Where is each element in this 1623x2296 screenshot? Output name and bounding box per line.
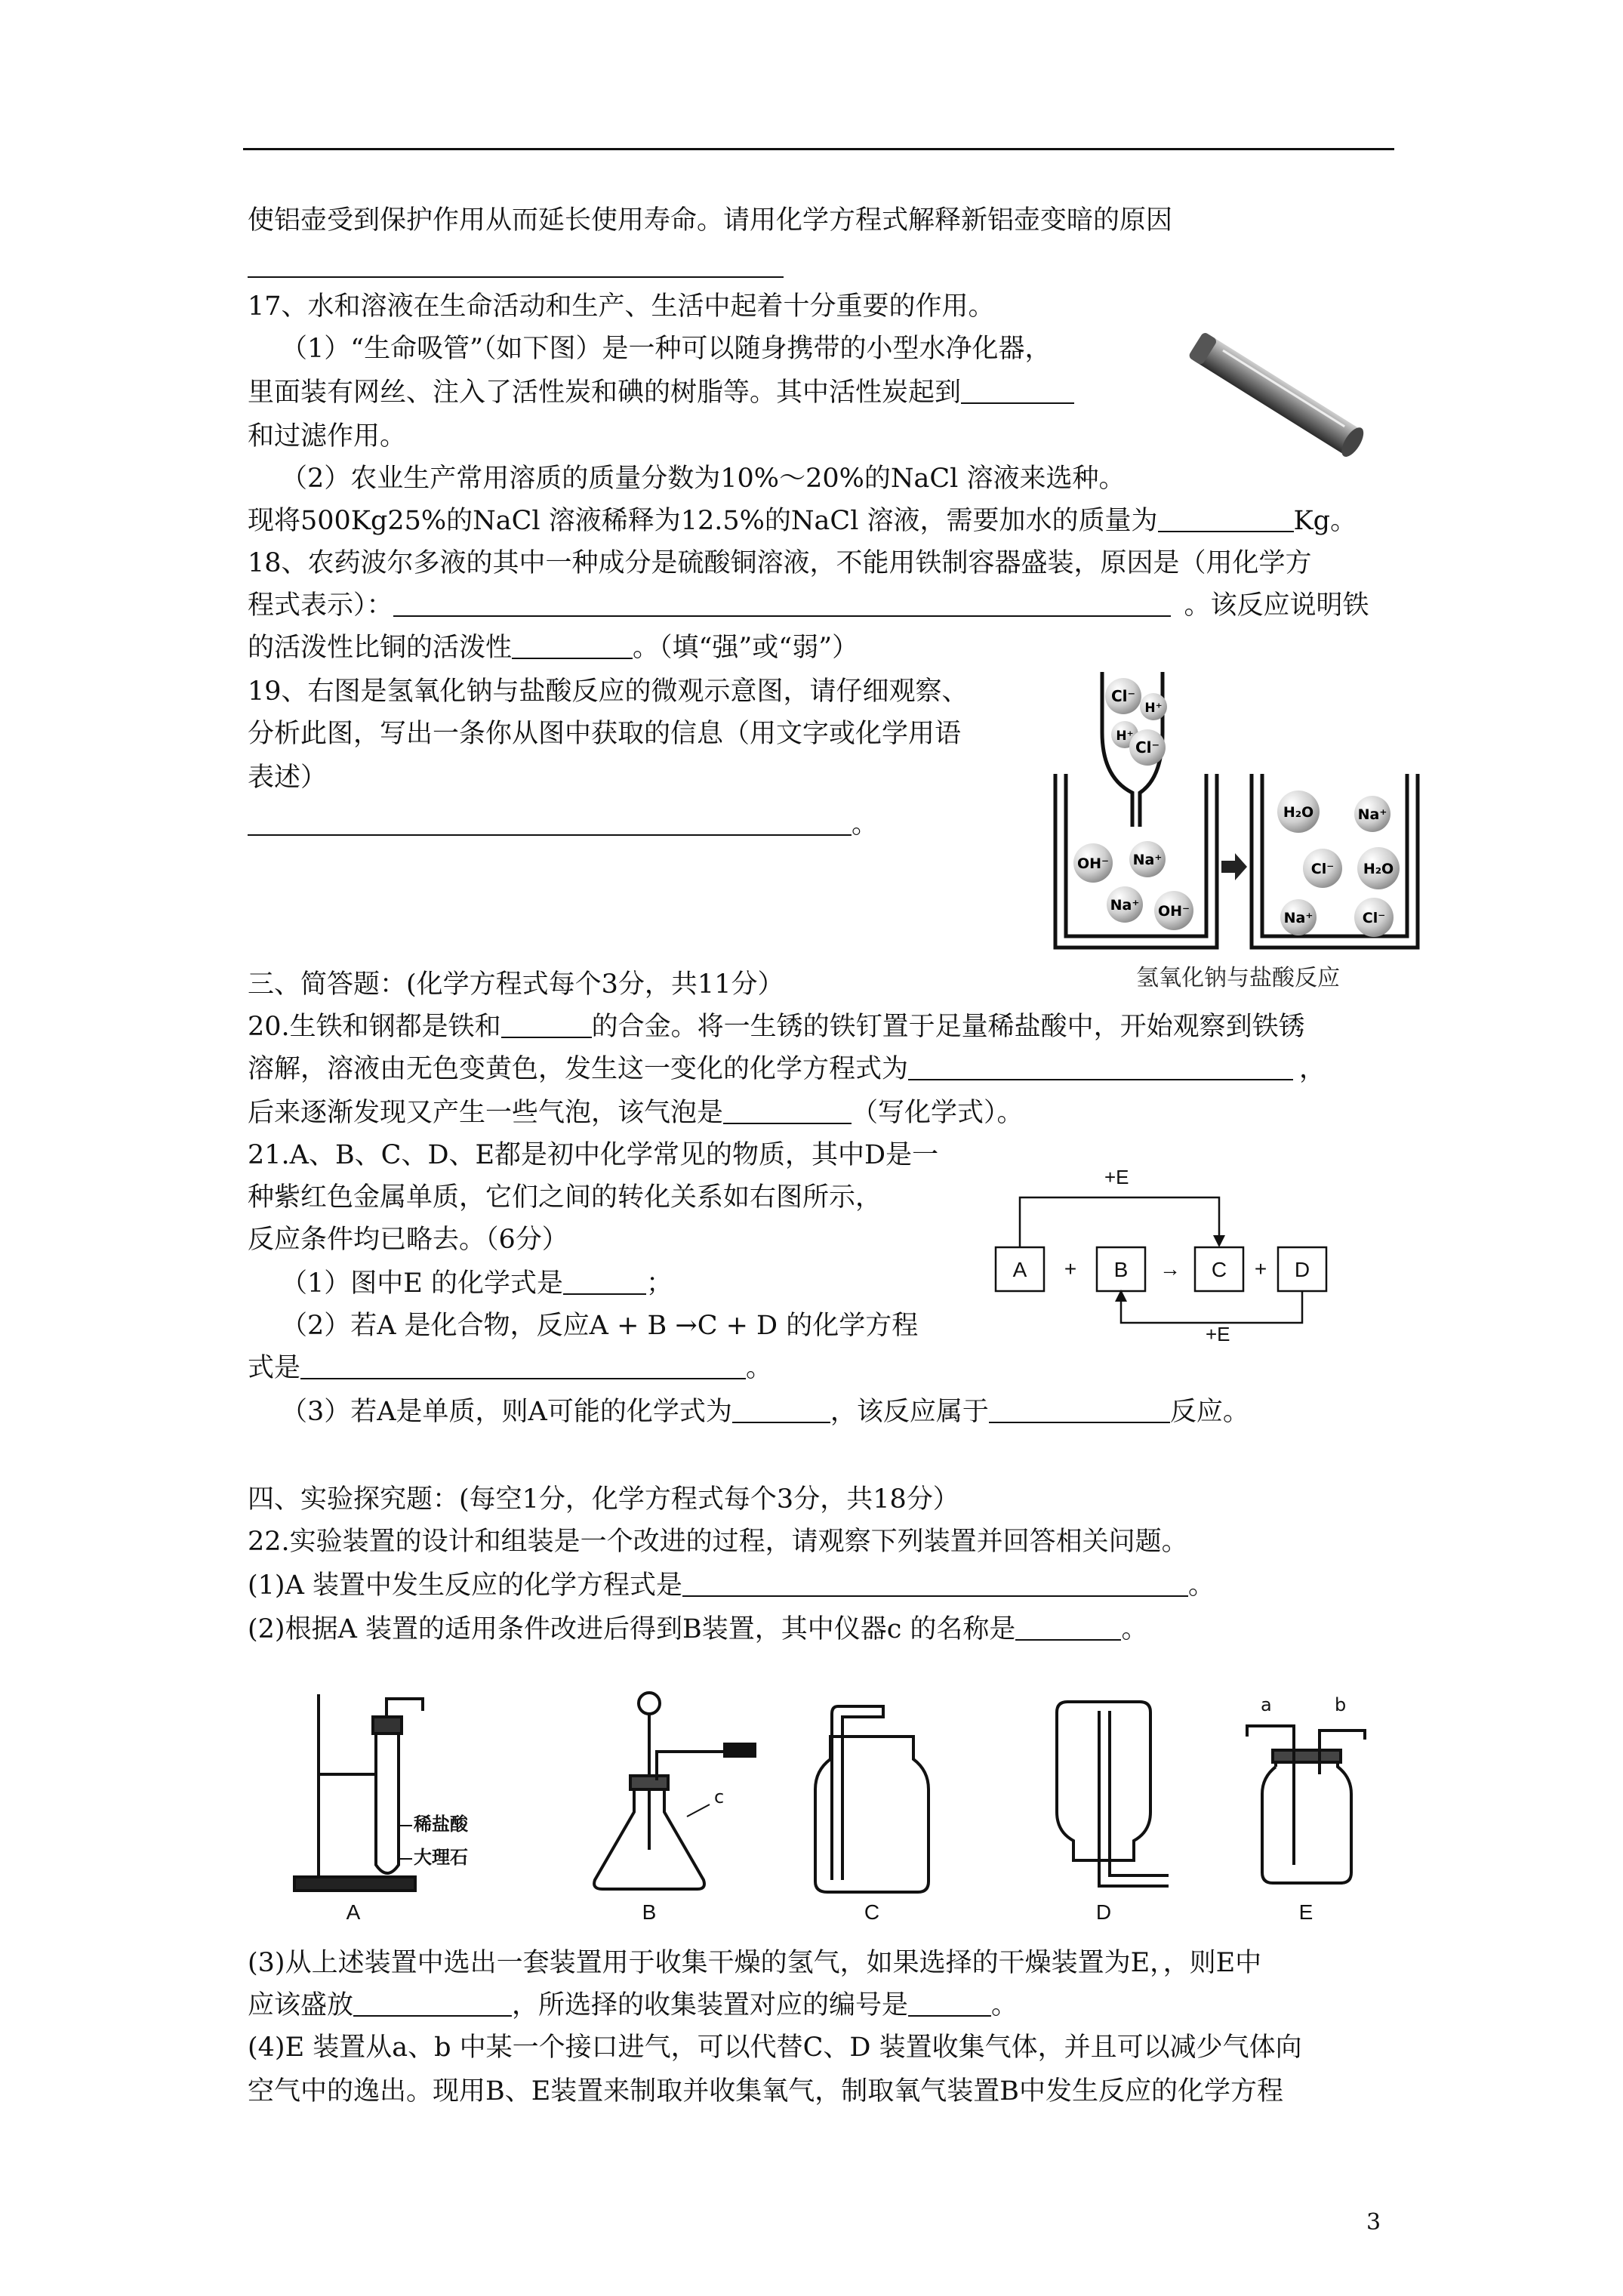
q17-blank-1[interactable]	[961, 380, 1074, 404]
q22-p2-end: 。	[1121, 1614, 1148, 1644]
q22-p4-line2: 空气中的逸出。现用B、E装置来制取并收集氧气，制取氧气装置B中发生反应的化学方程	[248, 2076, 1283, 2106]
q19-blank[interactable]	[248, 812, 852, 836]
box-c: C	[1211, 1258, 1227, 1281]
q17-p1-line1: （1）“生命吸管”（如下图）是一种可以随身携带的小型水净化器，	[281, 334, 1052, 364]
right-ion-3: Na⁺	[1283, 910, 1313, 926]
q20-blank-gas[interactable]	[723, 1100, 852, 1124]
apparatus-label-c: C	[864, 1900, 880, 1924]
q20-blank-equation[interactable]	[908, 1056, 1293, 1080]
section-3-heading: 三、简答题：(化学方程式每个3分，共11分）	[248, 969, 784, 1000]
q19-answer	[248, 809, 878, 840]
q20-line3	[248, 1098, 1024, 1128]
page-number: 3	[1366, 2209, 1381, 2236]
q22-p3-end: 。	[991, 1990, 1018, 2020]
q17-p1-line3: 和过滤作用。	[248, 421, 407, 451]
funnel-ion-1: Cl⁻	[1110, 687, 1136, 705]
q20-line1-rest: 的合金。将一生锈的铁钉置于足量稀盐酸中，开始观察到铁锈	[591, 1012, 1305, 1042]
q21-blank-equation[interactable]	[300, 1355, 746, 1379]
arrow-bc: →	[1160, 1257, 1181, 1281]
q22-p3-line1: (3)从上述装置中选出一套装置用于收集干燥的氢气，如果选择的干燥装置为E，，则E中	[248, 1948, 1262, 1978]
q21-p3-end: 反应。	[1169, 1397, 1249, 1427]
q17-p2-line1: （2）农业生产常用溶质的质量分数为10%～20%的NaCl 溶液来选种。	[281, 464, 1126, 494]
q21-line1: 21.A、B、C、D、E都是初中化学常见的物质，其中D是一	[248, 1140, 939, 1170]
apparatus-label-e: E	[1298, 1900, 1313, 1924]
q17-p1-line2	[248, 378, 1074, 408]
q22-p3-mid: ，所选择的收集装置对应的编号是	[512, 1990, 909, 2020]
q22-p2-text: (2)根据A 装置的适用条件改进后得到B装置，其中仪器c 的名称是	[248, 1614, 1016, 1644]
transformation-diagram	[993, 1166, 1347, 1354]
q20-line2-end: ，	[1299, 1054, 1326, 1084]
q18-line3-text: 的活泼性比铜的活泼性	[248, 633, 513, 663]
box-a: A	[1012, 1258, 1027, 1281]
c-label: c	[714, 1786, 725, 1808]
q18-line3	[248, 633, 858, 663]
q21-p2: （2）若A 是化合物，反应A + B →C + D 的化学方程	[281, 1311, 919, 1341]
q18-line2-end: 。该反应说明铁	[1184, 590, 1369, 621]
q22-blank-desiccant[interactable]	[353, 1992, 512, 2017]
q20-line1	[248, 1012, 1305, 1042]
left-ion-2: Na⁺	[1132, 852, 1163, 868]
right-mol-2: H₂O	[1363, 861, 1394, 877]
q21-blank-type[interactable]	[989, 1399, 1170, 1423]
q22-p1-text: (1)A 装置中发生反应的化学方程式是	[248, 1570, 682, 1601]
box-b: B	[1113, 1258, 1129, 1281]
q16-tail: 使铝壶受到保护作用从而延长使用寿命。请用化学方程式解释新铝壶变暗的原因	[248, 205, 1173, 236]
q22-blank-collector[interactable]	[908, 1992, 991, 2017]
plus-2: +	[1254, 1257, 1267, 1281]
q20-line2	[248, 1054, 1326, 1084]
q22-p3-text: 应该盛放	[248, 1990, 354, 2020]
q22-blank-instrument[interactable]	[1015, 1616, 1121, 1641]
q18-line1: 18、农药波尔多液的其中一种成分是硫酸铜溶液，不能用铁制容器盛装，原因是（用化学方	[248, 548, 1312, 578]
q21-p1-end: ；	[645, 1268, 673, 1299]
right-ion-2: Cl⁻	[1310, 861, 1335, 877]
q21-p3-mid: ，该反应属于	[830, 1397, 989, 1427]
q20-line3-text: 后来逐渐发现又产生一些气泡，该气泡是	[248, 1098, 724, 1128]
q22-p4-line1: (4)E 装置从a、b 中某一个接口进气，可以代替C、D 装置收集气体，并且可以减少气体向	[248, 2032, 1302, 2063]
q17-p2-text: 现将500Kg25%的NaCl 溶液稀释为12.5%的NaCl 溶液，需要加水的质量为	[248, 506, 1158, 536]
funnel-ion-2: H⁺	[1144, 701, 1163, 716]
right-mol-1: H₂O	[1283, 804, 1314, 821]
q18-line2-text: 程式表示）：	[248, 590, 393, 621]
header-rule	[243, 148, 1394, 150]
q21-p2b	[248, 1353, 772, 1383]
left-ion-3: Na⁺	[1110, 897, 1140, 914]
plus-1: +	[1064, 1257, 1077, 1281]
b-label: b	[1335, 1694, 1347, 1715]
q19-line2: 分析此图，写出一条你从图中获取的信息（用文字或化学用语	[248, 719, 962, 749]
section-4-heading: 四、实验探究题：(每空1分，化学方程式每个3分，共18分）	[248, 1484, 959, 1515]
right-ion-4: Cl⁻	[1362, 910, 1386, 926]
q21-p1	[281, 1268, 673, 1299]
apparatus-label-d: D	[1095, 1900, 1112, 1924]
q20-line1-text: 20.生铁和钢都是铁和	[248, 1012, 501, 1042]
naoh-hcl-caption: 氢氧化钠与盐酸反应	[1136, 965, 1340, 991]
apparatus-label-a: A	[346, 1900, 361, 1924]
marble-label: 大理石	[414, 1847, 468, 1868]
box-d: D	[1294, 1258, 1310, 1281]
a-label: a	[1261, 1694, 1272, 1715]
q20-line2-text: 溶解，溶液由无色变黄色，发生这一变化的化学方程式为	[248, 1054, 909, 1084]
apparatus-figure	[287, 1684, 1397, 1925]
q22-p1	[248, 1570, 1215, 1601]
q21-line3: 反应条件均已略去。（6分）	[248, 1225, 568, 1255]
funnel-ion-3: H⁺	[1116, 729, 1134, 744]
q21-p3	[281, 1397, 1249, 1427]
q22-p1-end: 。	[1187, 1570, 1215, 1601]
q19-line1: 19、右图是氢氧化钠与盐酸反应的微观示意图，请仔细观察、	[248, 676, 969, 707]
q21-p3-text: （3）若A是单质，则A可能的化学式为	[281, 1397, 732, 1427]
left-ion-1: OH⁻	[1076, 855, 1110, 872]
q18-blank-activity[interactable]	[512, 635, 633, 659]
q17-p1-text: 里面装有网丝、注入了活性炭和碘的树脂等。其中活性炭起到	[248, 378, 962, 408]
q21-p2b-text: 式是	[248, 1353, 301, 1383]
q17-p2-line2	[248, 506, 1357, 536]
q21-blank-formula[interactable]	[732, 1399, 830, 1423]
q22-p2	[248, 1614, 1147, 1644]
q17-blank-2[interactable]	[1158, 508, 1294, 532]
q22-stem: 22.实验装置的设计和组装是一个改进的过程，请观察下列装置并回答相关问题。	[248, 1527, 1188, 1557]
q20-line3-end: （写化学式）。	[852, 1098, 1024, 1128]
q20-blank-alloy[interactable]	[501, 1014, 592, 1038]
q19-end: 。	[852, 809, 879, 840]
top-label: +E	[1104, 1166, 1129, 1188]
apparatus-label-b: B	[642, 1900, 657, 1924]
naoh-hcl-figure	[1049, 664, 1427, 1000]
q17-p2-unit: Kg。	[1293, 506, 1357, 536]
funnel-ion-4: Cl⁻	[1135, 738, 1160, 757]
acid-label: 稀盐酸	[414, 1814, 468, 1835]
q18-line2	[248, 590, 1369, 621]
right-ion-1: Na⁺	[1357, 806, 1387, 823]
q18-blank-equation[interactable]	[393, 593, 1171, 617]
q21-line2: 种紫红色金属单质，它们之间的转化关系如右图所示，	[248, 1182, 882, 1213]
bottom-label: +E	[1206, 1323, 1230, 1345]
life-straw-image	[1178, 326, 1374, 462]
q22-p3-line2	[248, 1990, 1018, 2020]
q22-blank-equation[interactable]	[682, 1573, 1188, 1597]
left-ion-4: OH⁻	[1157, 903, 1190, 920]
q21-p2b-end: 。	[746, 1353, 773, 1383]
q16-answer-line[interactable]	[248, 276, 784, 278]
q21-p1-text: （1）图中E 的化学式是	[281, 1268, 563, 1299]
q21-blank-e[interactable]	[563, 1271, 646, 1295]
q18-line3-end: 。（填“强”或“弱”）	[633, 633, 859, 663]
q17-stem: 17、水和溶液在生命活动和生产、生活中起着十分重要的作用。	[248, 291, 995, 322]
q19-line3: 表述）	[248, 763, 328, 793]
